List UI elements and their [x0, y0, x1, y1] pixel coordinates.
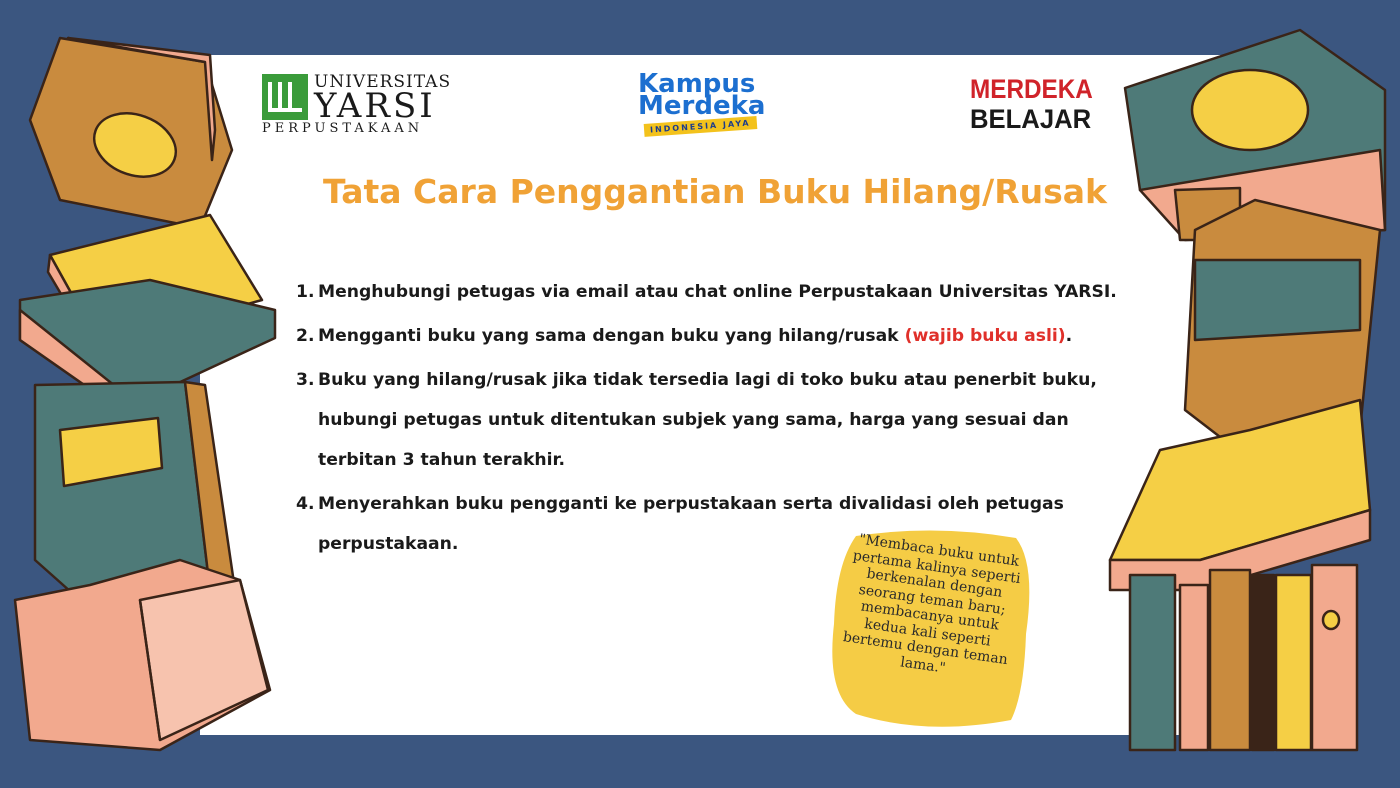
yarsi-univ-label: UNIVERSITAS [314, 72, 452, 92]
yarsi-name-label: YARSI [314, 86, 436, 126]
yarsi-perpustakaan-label: PERPUSTAKAAN [262, 121, 424, 136]
list-item [296, 272, 1176, 312]
left-book-stack [15, 38, 275, 750]
belajar-line: BELAJAR [970, 104, 1092, 134]
step-text-end: . [1065, 326, 1073, 346]
steps-list [296, 272, 1176, 568]
kampus-merdeka-logo [636, 70, 776, 142]
quote-text: "Membaca buku untuk pertama kalinya seperti berkenalan dengan seorang teman baru; membacanya untuk kedua kali seperti bertemu dengan teman lama." [841, 531, 1022, 677]
step-text: Menyerahkan buku pengganti ke perpustakaan serta divalidasi oleh petugas perpustakaan. [318, 494, 1064, 554]
yarsi-logo [262, 72, 452, 138]
page-title: Tata Cara Penggantian Buku Hilang/Rusak [323, 172, 1107, 211]
step-text: Mengganti buku yang sama dengan buku yang hilang/rusak [318, 326, 905, 346]
merdeka-line: MERDEKA [970, 74, 1093, 104]
step-number: 3. [296, 370, 315, 390]
step-number: 1. [296, 282, 315, 302]
step-number: 4. [296, 494, 315, 514]
list-item [296, 316, 1176, 356]
step-text: Menghubungi petugas via email atau chat online Perpustakaan Universitas YARSI. [318, 282, 1117, 302]
step-highlight: (wajib buku asli) [904, 326, 1066, 346]
quote-card [826, 524, 1036, 730]
kampus-label: Kampus [638, 69, 756, 99]
yarsi-emblem-icon [262, 74, 308, 120]
list-item [296, 360, 1118, 480]
indonesia-jaya-tag: INDONESIA JAYA [644, 116, 757, 137]
step-text: Buku yang hilang/rusak jika tidak tersedia lagi di toko buku atau penerbit buku, hubungi petugas untuk ditentukan subjek yang sama, harga yang sesuai dan terbitan 3 tahun terakhir. [318, 370, 1097, 470]
step-number: 2. [296, 326, 315, 346]
merdeka-belajar-logo [970, 74, 1093, 138]
merdeka-label: Merdeka [638, 91, 766, 121]
